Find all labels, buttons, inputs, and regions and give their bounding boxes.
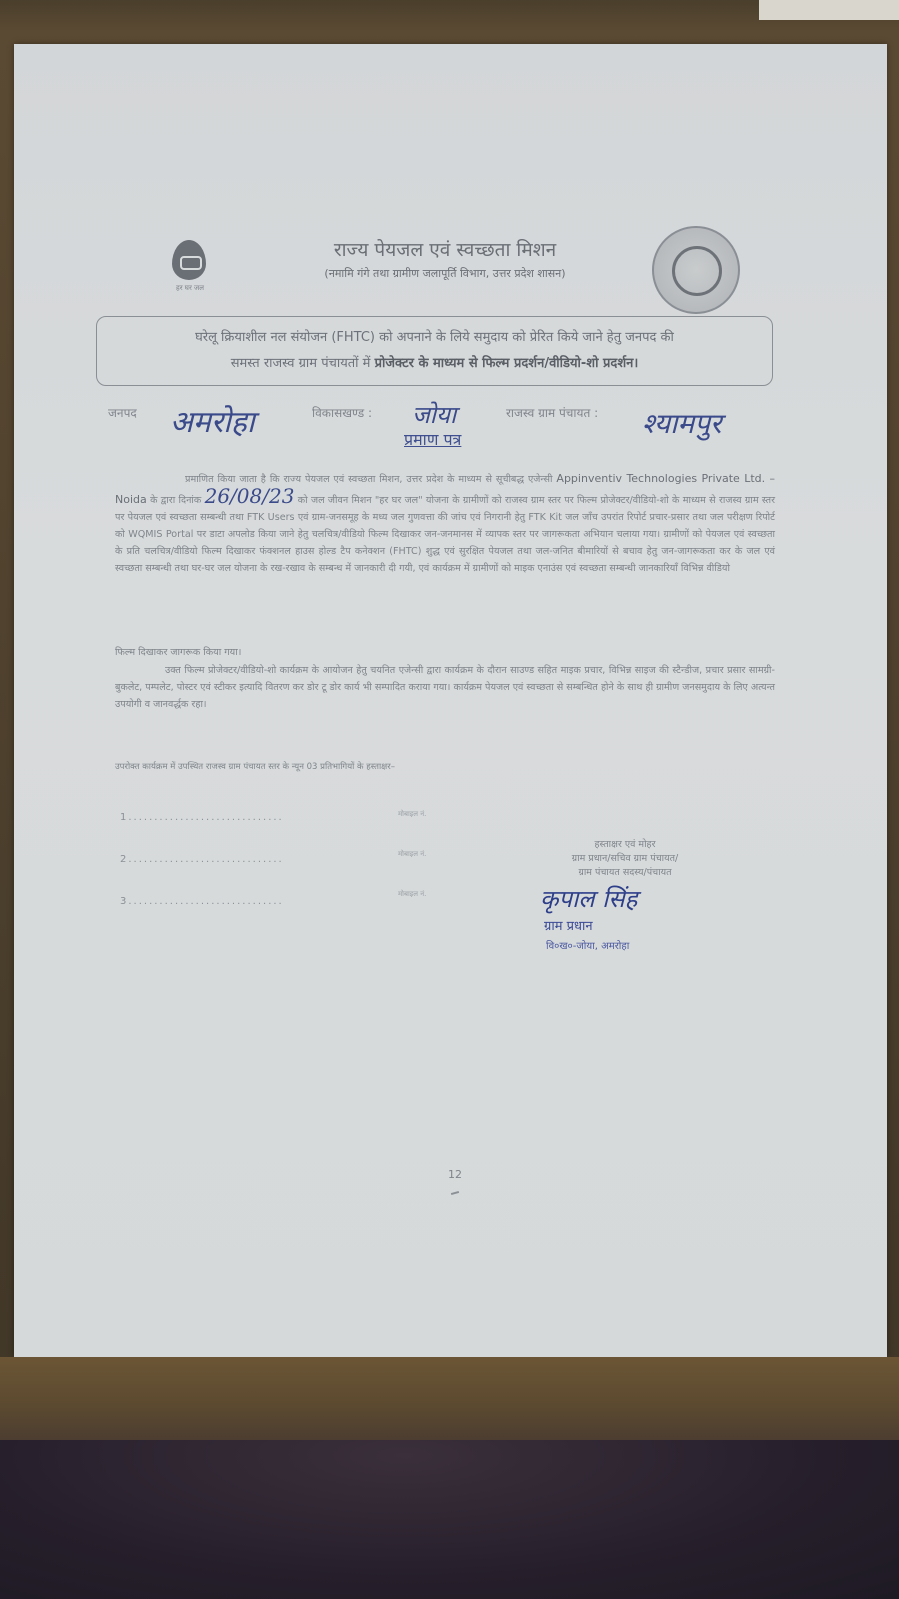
participant-line-1: 1..............................: [120, 812, 284, 823]
participant-line-3: 3..............................: [120, 896, 284, 907]
stamp-location: वि०ख०-जोया, अमरोहा: [546, 941, 630, 952]
district-label: जनपद: [108, 406, 137, 420]
letterhead: [240, 236, 650, 281]
authority-label-2: ग्राम प्रधान/सचिव ग्राम पंचायत/: [571, 853, 679, 864]
cloth-foreground: [0, 1440, 899, 1599]
logo-caption: हर घर जल: [176, 284, 204, 292]
participant-line-2: 2..............................: [120, 854, 284, 865]
banner-line-2-plain: समस्त राजस्व ग्राम पंचायतों में: [230, 356, 375, 371]
banner-line-2-bold: प्रोजेक्टर के माध्यम से फिल्म प्रदर्शन/वीडियो-शो प्रदर्शन।: [374, 356, 639, 371]
letterhead-title: राज्य पेयजल एवं स्वच्छता मिशन: [333, 239, 557, 261]
letterhead-subtitle: (नमामि गंगे तथा ग्रामीण जलापूर्ति विभाग, उत्तर प्रदेश शासन): [324, 267, 566, 280]
emblem-inner-ring: [672, 246, 722, 296]
signature-name: कृपाल सिंह: [540, 885, 638, 913]
body-paragraph-3: उपरोक्त कार्यक्रम में उपस्थित राजस्व ग्राम पंचायत स्तर के न्यून 03 प्रतिभागियों के हस्ताक्षर–: [115, 762, 395, 772]
para1-c: को जल जीवन मिशन "हर घर जल" योजना के ग्रामीणों को राजस्व ग्राम स्तर पर फिल्म प्रोजेक्टर/वीडियो-शो के माध्यम से राजस्व ग्राम स्तर पर पेयजल एवं स्वच्छता सम्बन्धी तथा FTK Users एवं ग्राम-जनसमूह के मध्य जल गुणवत्ता की जांच एवं निगरानी हेतु FTK Kit जल जाँच उपरांत रिपोर्ट प्रचार-प्रसार तथा जल परीक्षण रिपोर्ट को WQMIS Portal पर डाटा अपलोड किया जाने हेतु चलचित्र/वीडियो फिल्म दिखाकर जन-जनमानस में व्यापक स्तर पर जागरूकता अभियान चलाया गया। ग्रामीणों को पेयजल एवं स्वच्छता के प्रति चलचित्र/वीडियो फिल्म दिखाकर फंक्शनल हाउस होल्ड टैप कनेक्शन (FHTC) शुद्ध एवं सुरक्षित पेयजल तथा जल-जनित बीमारियों से बचाव हेतु जन-जागरूकता कर के जल एवं स्वच्छता सम्बन्धी तथा घर-घर जल योजना के रख-रखाव के सम्बन्ध में जानकारी दी गयी, एवं कार्यक्रम में ग्रामीणों को माइक एनाउंस एवं स्वच्छता सम्बन्धी जानकारियाँ विभिन्न वीडियो: [115, 495, 776, 574]
village-label: राजस्व ग्राम पंचायत :: [506, 406, 599, 420]
body-paragraph-1-end: फिल्म दिखाकर जागरूक किया गया।: [115, 647, 242, 658]
mobile-label-1: मोबाइल नं.: [398, 810, 427, 818]
tap-icon: [180, 256, 202, 270]
body-paragraph-1: [115, 470, 775, 577]
banner-line-1: घरेलू क्रियाशील नल संयोजन (FHTC) को अपनाने के लिये समुदाय को प्रेरित किये जाने हेतु जनपद की: [195, 330, 674, 345]
authority-label-3: ग्राम पंचायत सदस्य/पंचायत: [578, 867, 672, 878]
authority-block: [535, 838, 715, 880]
official-stamp: [540, 880, 710, 956]
authority-label-1: हस्ताक्षर एवं मोहर: [594, 839, 656, 850]
program-date: 26/08/23: [204, 484, 295, 508]
district-value: अमरोहा: [170, 405, 255, 440]
paper-corner: [759, 0, 899, 20]
jal-jeevan-logo: [150, 240, 230, 310]
stamp-designation: ग्राम प्रधान: [544, 919, 593, 934]
certificate-title: प्रमाण पत्र: [404, 430, 462, 449]
body-paragraph-2: उक्त फिल्म प्रोजेक्टर/वीडियो-शो कार्यक्रम के आयोजन हेतु चयनित एजेन्सी द्वारा कार्यक्रम के दौरान साउण्ड सहित माइक प्रचार, विभिन्न साइज की स्टैन्डीज, प्रचार प्रसार सामग्री-बुकलेट, पम्पलेट, पोस्टर एवं स्टीकर इत्यादि वितरण कर डोर टू डोर कार्य भी सम्पादित कराया गया। कार्यक्रम पेयजल एवं स्वच्छता से सम्बन्धित होने के साथ ही ग्रामीण जनसमुदाय के लिए अत्यन्त उपयोगी व जानवर्द्धक रहा।: [115, 665, 775, 710]
page-number: 12: [448, 1168, 462, 1181]
block-value: जोया: [412, 401, 457, 429]
company-name: Appinventiv Technologies Private Ltd. – Noida: [115, 472, 775, 506]
program-banner: [96, 316, 773, 386]
para1-b: के द्वारा दिनांक: [146, 495, 205, 506]
mobile-label-3: मोबाइल नं.: [398, 890, 427, 898]
block-label: विकासखण्ड :: [312, 406, 373, 420]
banner-line-2: [97, 351, 772, 377]
village-value: श्यामपुर: [642, 407, 722, 440]
state-emblem-icon: [652, 226, 740, 314]
para1-a: प्रमाणित किया जाता है कि राज्य पेयजल एवं स्वच्छता मिशन, उत्तर प्रदेश के माध्यम से सूचीबद्ध एजेन्सी: [185, 474, 557, 485]
mobile-label-2: मोबाइल नं.: [398, 850, 427, 858]
